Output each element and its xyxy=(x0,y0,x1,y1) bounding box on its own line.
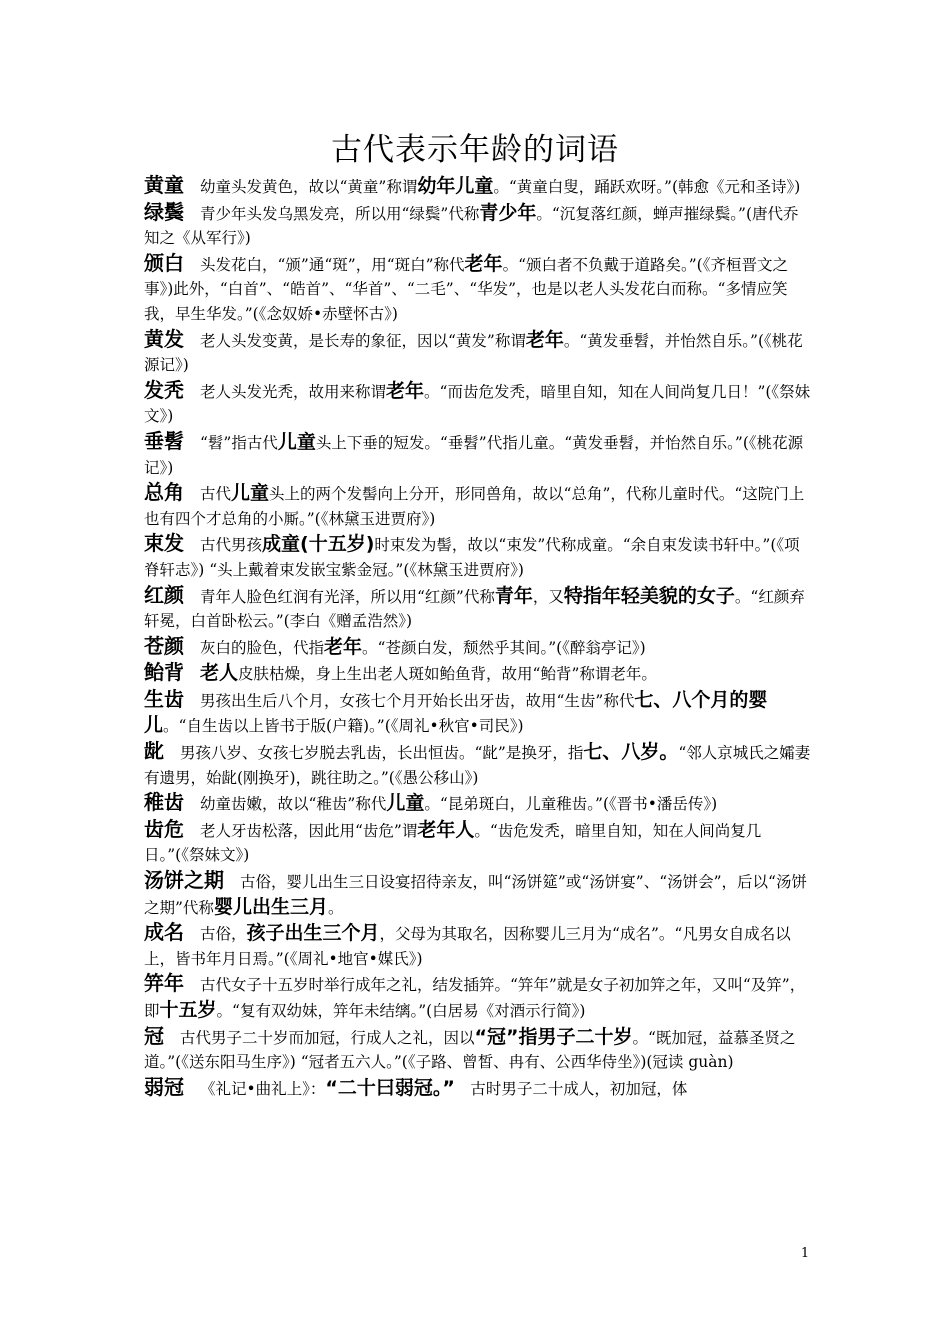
entry-term: 红颜 xyxy=(144,582,184,607)
entry-text: 青年人脸色红润有光泽，所以用“红颜”代称 xyxy=(200,587,495,606)
entry-emphasis: 青年 xyxy=(494,584,533,607)
entry-text: 。“昆弟斑白，儿童稚齿。”(《晋书•潘岳传》) xyxy=(424,795,718,814)
entry-term: 总角 xyxy=(144,480,184,505)
entry-text: 古代 xyxy=(200,485,232,504)
entry xyxy=(144,634,812,661)
entry-text: 《礼记•曲礼上》： xyxy=(200,1079,326,1098)
entry-emphasis: 老年 xyxy=(464,252,503,275)
entry-text: 。“黄童白叟，踊跃欢呀。”(韩愈《元和圣诗》) xyxy=(493,178,801,196)
entry-term: 齿危 xyxy=(144,816,184,841)
page-number: 1 xyxy=(800,1246,810,1261)
entry-emphasis: 七、八个月的婴儿 xyxy=(144,688,768,737)
entry xyxy=(144,200,812,251)
entry-text: 。“红颜弃轩冕，白首卧松云。”(李白《赠孟浩然》) xyxy=(144,587,805,631)
entry xyxy=(144,868,812,920)
page-title: 古代表示年龄的词语 xyxy=(331,132,619,168)
entry-text: 男孩八岁、女孩七岁脱去乳齿，长出恒齿。“龀”是换牙，指 xyxy=(180,744,584,763)
entry-term: 冠 xyxy=(144,1023,164,1048)
entry xyxy=(144,480,812,531)
entry-text: 幼童头发黄色，故以“黄童”称谓 xyxy=(200,178,418,196)
entry-term: 成名 xyxy=(144,920,184,945)
entry-text: 。“齿危发秃，暗里自知，知在人间尚复几日。”(《祭妹文》) xyxy=(144,821,762,865)
entry-term: 束发 xyxy=(144,531,184,556)
entry xyxy=(144,1024,812,1075)
entry-text: 。 xyxy=(327,898,344,917)
entry-emphasis: 幼年儿童 xyxy=(417,175,494,197)
entry-emphasis: “冠”指男子二十岁 xyxy=(474,1025,633,1048)
entry-term: 龀 xyxy=(144,739,164,764)
entry-emphasis: 老年 xyxy=(324,635,363,658)
entry-emphasis: 老年 xyxy=(386,379,425,402)
entry-term: 生齿 xyxy=(144,686,184,711)
entry xyxy=(144,583,812,634)
entry xyxy=(144,790,812,817)
entry xyxy=(144,739,812,790)
entry xyxy=(144,251,812,327)
entry xyxy=(144,687,812,739)
entry-term: 苍颜 xyxy=(144,633,184,658)
entry-emphasis: 老年 xyxy=(525,328,564,351)
entry-text: 男孩出生后八个月，女孩七个月开始长出牙齿，故用“生齿”称代 xyxy=(200,691,635,710)
entry-text: 古代男孩 xyxy=(200,536,263,555)
entry-emphasis: 老人 xyxy=(200,662,239,685)
entry-term: 鲐背 xyxy=(144,660,184,685)
entry xyxy=(144,660,812,687)
entry-emphasis: 青少年 xyxy=(479,201,537,224)
entry-text: 头发花白，“颁”通“斑”，用“斑白”称代 xyxy=(200,255,465,274)
entry-text: 老人头发变黄，是长寿的象征，因以“黄发”称谓 xyxy=(200,331,526,350)
entry-term: 黄发 xyxy=(144,326,184,351)
entry-text: 灰白的脸色，代指 xyxy=(200,638,325,657)
entry-text: 。“黄发垂髫，并怡然自乐。”(《桃花源记》) xyxy=(144,331,803,375)
entry-text: 古时男子二十成人，初加冠，体 xyxy=(454,1079,688,1098)
entry xyxy=(144,817,812,868)
entry-text: 头上的两个发髻向上分开，形同兽角，故以“总角”，代称儿童时代。“这院门上也有四个才总角的小厮。”(《林黛玉进贾府》) xyxy=(144,485,805,528)
entry-term: 绿鬓 xyxy=(144,199,184,224)
entry-term: 垂髫 xyxy=(144,428,184,453)
entry xyxy=(144,531,812,582)
entry-text: 。“自生齿以上皆书于版(户籍)。”(《周礼•秋官•司民》) xyxy=(163,717,524,736)
entry xyxy=(144,327,812,378)
entry xyxy=(144,920,812,971)
entry-text: ，父母为其取名，因称婴儿三月为“成名”。“凡男女自成名以上，皆书年月日焉。”(《周礼•地官•媒氏》) xyxy=(144,925,791,968)
entry-text: “髫”指古代 xyxy=(200,433,278,452)
entry-term: 发秃 xyxy=(144,377,184,402)
entry-emphasis: “二十曰弱冠。” xyxy=(325,1076,455,1099)
entry xyxy=(144,429,812,480)
entry-text: 幼童齿嫩，故以“稚齿”称代 xyxy=(200,795,387,814)
entry-emphasis: 儿童 xyxy=(386,792,425,815)
entry-text: 。“沉复落红颜，蝉声摧绿鬓。”(唐代乔知之《从军行》) xyxy=(144,204,799,248)
entry xyxy=(144,378,812,429)
entry-text: 时束发为髻，故以“束发”代称成童。“余自束发读书轩中。”(《项脊轩志》) “头上戴着束发嵌宝紫金冠。”(《林黛玉进贾府》) xyxy=(144,536,800,579)
entry-emphasis: 孩子出生三个月 xyxy=(246,922,380,945)
entry-term: 汤饼之期 xyxy=(144,868,224,893)
entry-text: 头上下垂的短发。“垂髫”代指儿童。“黄发垂髫，并怡然自乐。”(《桃花源记》) xyxy=(144,433,804,477)
entry-text: 。“复有双幼妹，笄年未结缡。”(白居易《对酒示行简》) xyxy=(216,1002,586,1020)
entry-text: 老人牙齿松落，因此用“齿危”谓 xyxy=(200,821,418,840)
entry-text: “邻人京城氏之孀妻有遗男，始龀(刚换牙)，跳往助之。”(《愚公移山》) xyxy=(144,744,811,787)
entry xyxy=(144,971,812,1023)
entry xyxy=(144,1075,812,1102)
entry-emphasis: 十五岁 xyxy=(159,999,217,1021)
entry-text: 古代女子十五岁时举行成年之礼，结发插笄。“笄年”就是女子初加笄之年，又叫“及笄”，即 xyxy=(144,976,806,1020)
entry-emphasis: 儿童 xyxy=(277,430,316,453)
entry-emphasis: 特指年轻美貌的女子 xyxy=(563,584,735,607)
entry-text: ，又 xyxy=(532,587,564,606)
entry-term: 颁白 xyxy=(144,250,184,275)
entry-text: 。“而齿危发秃，暗里自知，知在人间尚复几日！”(《祭妹文》) xyxy=(144,382,811,426)
entry-text: 青少年头发乌黑发亮，所以用“绿鬓”代称 xyxy=(200,204,480,223)
entry-text: 。“既加冠，益慕圣贤之道。”(《送东阳马生序》) “冠者五六人。”(《子路、曾皙、冉有、公西华侍坐》)(冠读 guàn) xyxy=(144,1028,796,1072)
entry-term: 弱冠 xyxy=(144,1074,184,1099)
entry-term: 黄童 xyxy=(144,173,184,197)
entry-text: 老人头发光秃，故用来称谓 xyxy=(200,382,387,401)
entry-text: 。“颁白者不负戴于道路矣。”(《齐桓晋文之事》)此外，“白首”、“皓首”、“华首”、“二毛”、“华发”，也是以老人头发花白而称。“多情应笑我，早生华发。”(《念奴娇•赤壁怀古》) xyxy=(144,255,788,323)
entry-emphasis: 七、八岁。 xyxy=(583,741,679,764)
entry xyxy=(144,173,812,200)
entry-text: 古俗， xyxy=(200,925,247,944)
entry-list xyxy=(144,173,812,1101)
entry-text: 。“苍颜白发，颓然乎其间。”(《醉翁亭记》) xyxy=(362,638,646,657)
entry-text: 古代男子二十岁而加冠，行成人之礼，因以 xyxy=(180,1028,475,1047)
entry-term: 稚齿 xyxy=(144,790,184,815)
entry-emphasis: 婴儿出生三月 xyxy=(213,895,328,918)
entry-emphasis: 老年人 xyxy=(417,818,475,841)
entry-emphasis: 成童(十五岁) xyxy=(262,533,375,556)
entry-text: 古俗，婴儿出生三日设宴招待亲友，叫“汤饼筵”或“汤饼宴”、“汤饼会”，后以“汤饼之期”代称 xyxy=(144,873,807,917)
entry-text: 皮肤枯燥，身上生出老人斑如鲐鱼背，故用“鲐背”称谓老年。 xyxy=(238,665,657,684)
entry-emphasis: 儿童 xyxy=(231,482,270,505)
entry-term: 笄年 xyxy=(144,971,184,996)
